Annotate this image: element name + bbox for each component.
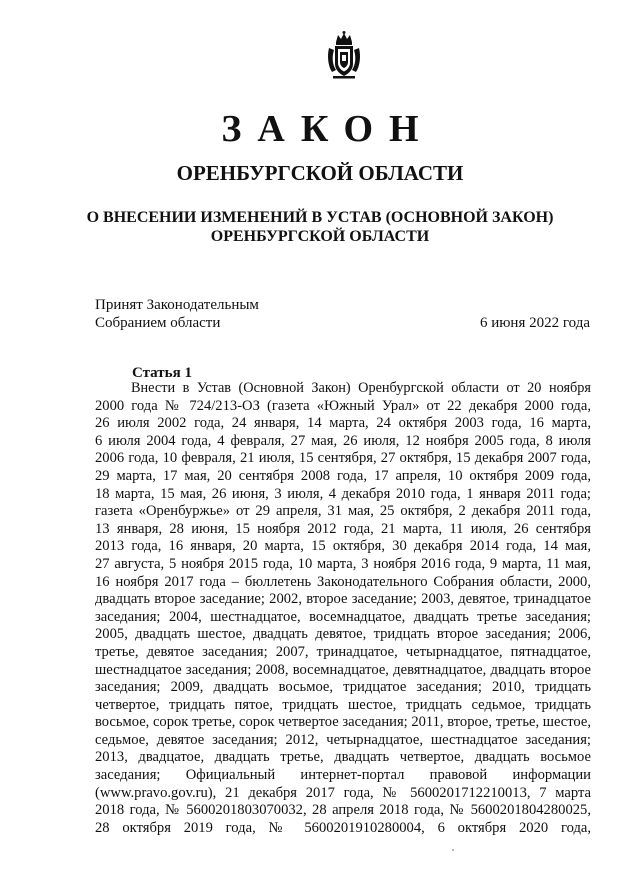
article-text-line: 18 марта, 15 мая, 26 июня, 3 июля, 4 декабря 2010 года, 1 января 2011 года; xyxy=(95,485,591,502)
article-text-line: третье, девятое заседания; 2007, тринадцатое, четырнадцатое, пятнадцатое, xyxy=(95,643,591,660)
article-text-line: 16 ноября 2017 года – бюллетень Законодательного Собрания области, 2000, xyxy=(95,573,591,590)
law-name-line-2: ОРЕНБУРГСКОЙ ОБЛАСТИ xyxy=(210,228,430,245)
article-text-line: 2000 года № 724/213-ОЗ (газета «Южный Урал» от 22 декабря 2000 года, xyxy=(95,397,591,414)
article-text-line: 29 марта, 17 мая, 20 сентября 2008 года, 17 апреля, 10 октября 2009 года, xyxy=(95,467,591,484)
article-text-line: газета «Оренбуржье» от 29 апреля, 31 мая, 25 октября, 2 декабря 2011 года, xyxy=(95,503,591,520)
law-name-line-1: О ВНЕСЕНИИ ИЗМЕНЕНИЙ В УСТАВ (ОСНОВНОЙ ЗАКОН) xyxy=(86,209,554,226)
article-text-line: 2005, двадцать шестое, двадцать девятое, тридцать второе заседания; 2006, xyxy=(95,626,591,643)
article-text-line: Внести в Устав (Основной Закон) Оренбургской области от 20 ноября xyxy=(131,380,591,396)
article-text-line: восьмое, сорок третье, сорок четвертое заседания; 2011, второе, третье, шестое, xyxy=(95,714,591,731)
article-text-line: двадцать второе заседание; 2002, второе заседание; 2003, девятое, тринадцатое xyxy=(95,591,591,608)
article-text-line: заседания; 2004, шестнадцатое, восемнадцатое, двадцать третье заседания; xyxy=(95,608,591,625)
region-name: ОРЕНБУРГСКОЙ ОБЛАСТИ xyxy=(176,161,464,185)
article-text-line: 13 января, 28 июня, 15 ноября 2012 года, 21 марта, 11 июля, 26 сентября xyxy=(95,520,591,537)
article-text-line: шестнадцатое заседания; 2008, восемнадцатое, девятнадцатое, двадцать второе xyxy=(95,661,591,678)
adoption-line-2: Собранием области xyxy=(95,315,221,331)
article-text-line: (www.pravo.gov.ru), 21 декабря 2017 года, № 5600201712210013, 7 марта xyxy=(95,784,591,801)
article-text-line: 2013 года, 16 января, 20 марта, 15 октября, 30 декабря 2014 года, 14 мая, xyxy=(95,538,591,555)
article-text-line: заседания; Официальный интернет-портал правовой информации xyxy=(95,767,591,784)
article-text-line: 26 июля 2002 года, 24 января, 14 марта, 24 октября 2003 года, 16 марта, xyxy=(95,415,591,432)
article-text-line: 28 октября 2019 года, № 5600201910280004, 6 октября 2020 года, xyxy=(95,819,591,836)
scan-speck xyxy=(452,849,454,851)
adoption-note xyxy=(95,296,259,332)
article-title: Статья 1 xyxy=(132,365,192,381)
document-title: ЗАКОН xyxy=(221,108,435,150)
article-text-line: 27 августа, 5 ноября 2015 года, 10 марта, 3 ноября 2016 года, 9 марта, 11 мая, xyxy=(95,555,591,572)
article-text-line: седьмое, девятое заседания; 2012, четырнадцатое, шестнадцатое заседания; xyxy=(95,731,591,748)
coat-of-arms-icon xyxy=(326,30,362,80)
article-text-line: 6 июля 2004 года, 4 февраля, 27 мая, 26 июля, 12 ноября 2005 года, 8 июля xyxy=(95,432,591,449)
law-name xyxy=(0,208,640,246)
article-text-line: заседания; 2009, двадцать восьмое, тридцатое заседания; 2010, тридцать xyxy=(95,679,591,696)
adoption-date: 6 июня 2022 года xyxy=(479,315,590,331)
article-text-line: 2006 года, 10 февраля, 21 июля, 15 сентября, 27 октября, 15 декабря 2007 года, xyxy=(95,450,591,467)
article-body xyxy=(95,380,591,837)
article-text-line: 2013, двадцатое, двадцать третье, двадцать четвертое, двадцать восьмое xyxy=(95,749,591,766)
adoption-line-1: Принят Законодательным xyxy=(95,297,259,313)
article-text-line: 2018 года, № 5600201803070032, 28 апреля 2018 года, № 5600201804280025, xyxy=(95,802,591,819)
article-text-line: четвертое, тридцать пятое, тридцать шестое, тридцать седьмое, тридцать xyxy=(95,696,591,713)
